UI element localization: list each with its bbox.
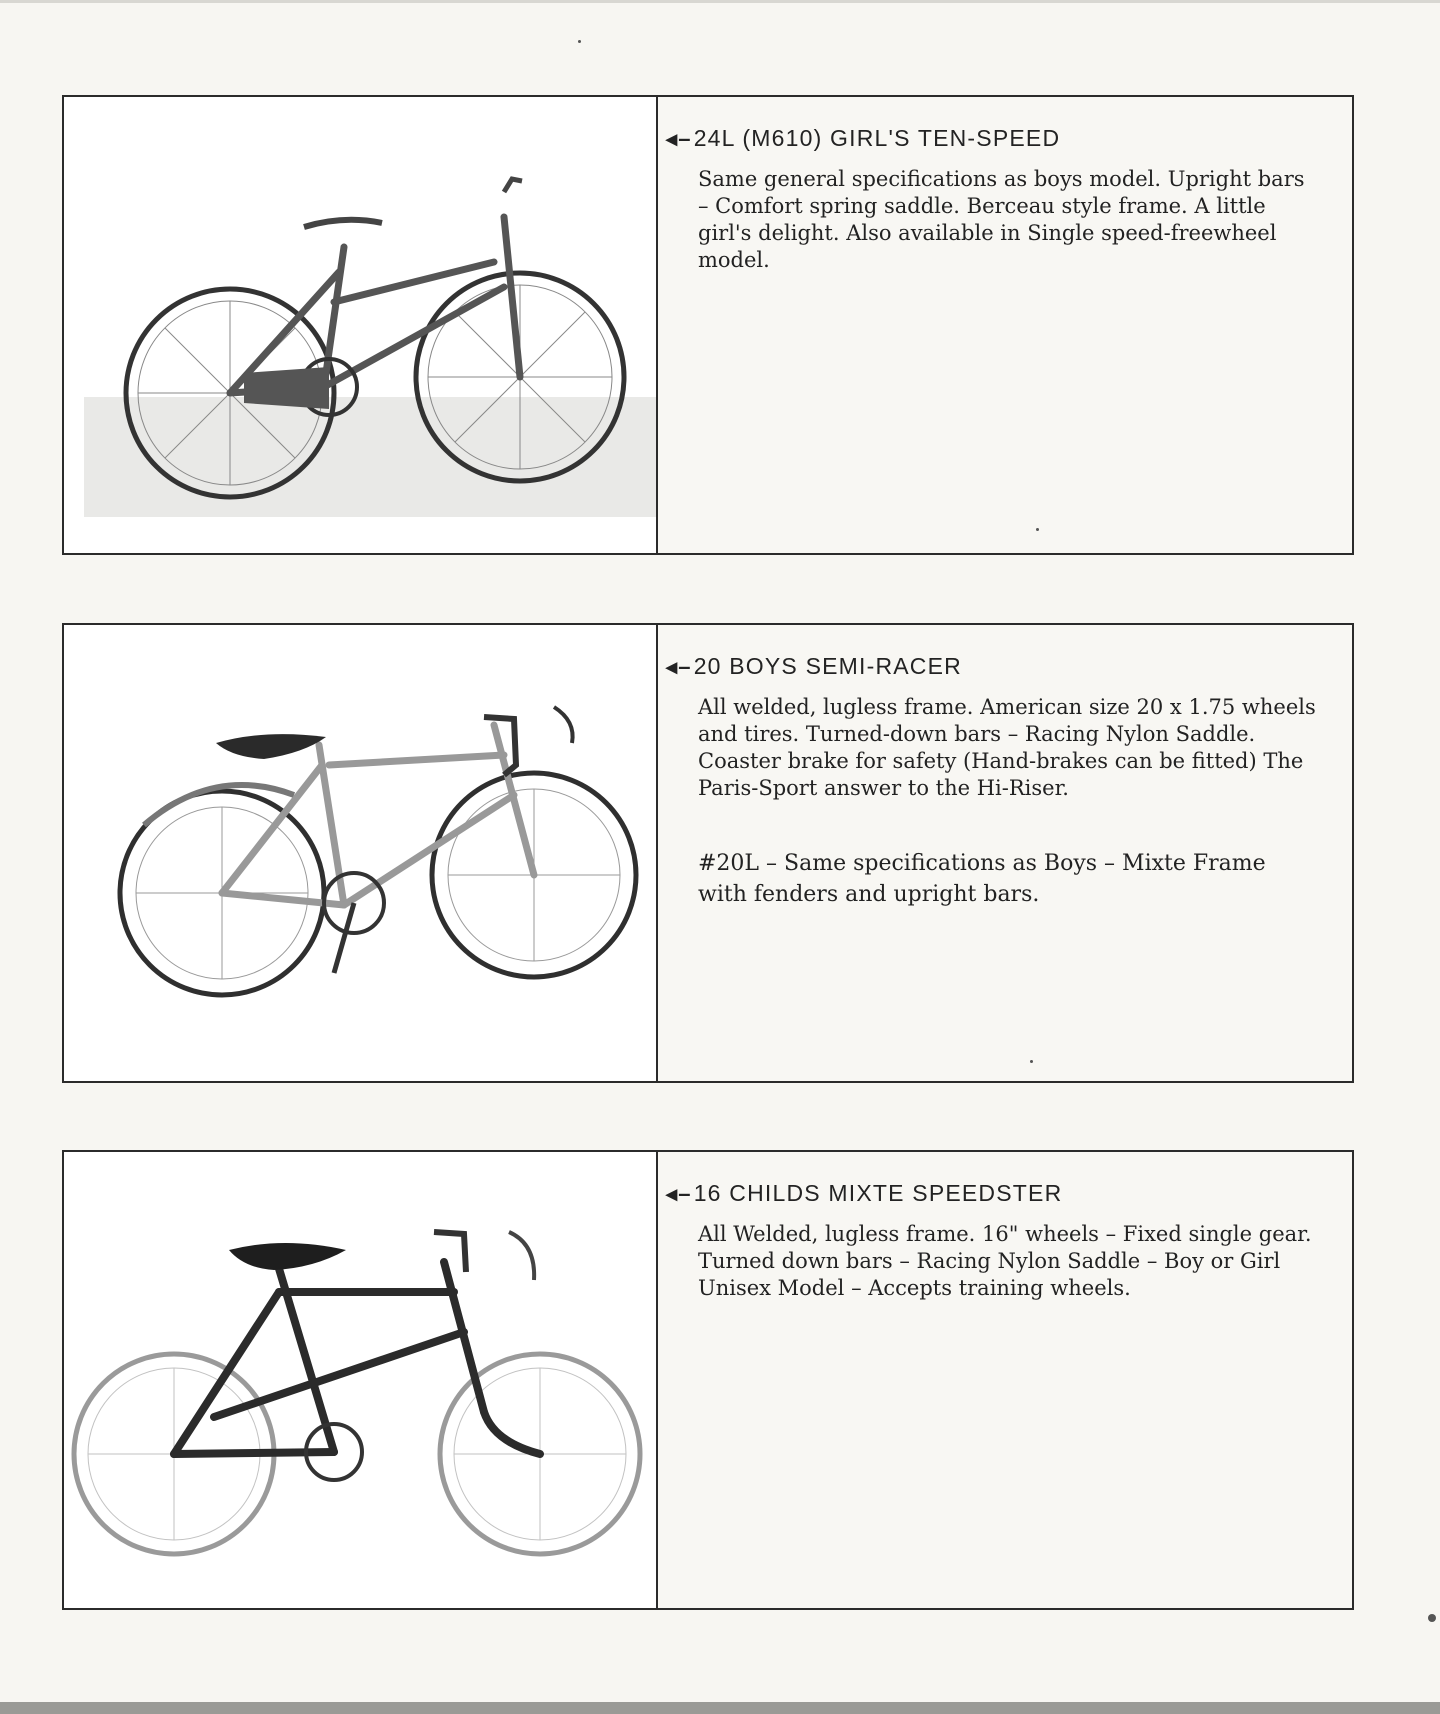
paper-speck bbox=[1030, 1060, 1033, 1063]
product-model-16: 16 CHILDS MIXTE SPEEDSTER bbox=[693, 1180, 1063, 1206]
page-top-edge bbox=[0, 0, 1440, 3]
bike-photo-boys-semi-racer bbox=[64, 625, 658, 1081]
bike-photo-girls-ten-speed bbox=[64, 97, 658, 553]
product-description-20: All welded, lugless frame. American size 20 x 1.75 wheels and tires. Turned-down bars – Racing Nylon Saddle. Coaster brake for safety (Hand-brakes can be fitted) The Paris-Sport answer to the Hi-Riser. bbox=[698, 695, 1316, 800]
product-description-24l: Same general specifications as boys model. Upright bars – Comfort spring saddle. Berceau style frame. A little girl's delight. Also available in Single speed-freewheel model. bbox=[698, 167, 1305, 272]
product-model-20: 20 BOYS SEMI-RACER bbox=[693, 653, 962, 679]
product-text-16 bbox=[666, 1178, 1336, 1302]
product-panel-16 bbox=[62, 1150, 1354, 1610]
girls-ten-speed-bicycle-illustration bbox=[64, 97, 656, 553]
product-text-20 bbox=[666, 651, 1336, 910]
bike-photo-childs-mixte-speedster bbox=[64, 1152, 658, 1608]
product-description-16: All Welded, lugless frame. 16" wheels – Fixed single gear. Turned down bars – Racing Nylon Saddle – Boy or Girl Unisex Model – Accepts training wheels. bbox=[698, 1222, 1312, 1300]
paper-speck bbox=[578, 40, 581, 43]
pointer-arrow-icon: ◂– bbox=[666, 1181, 692, 1206]
pointer-arrow-icon: ◂– bbox=[666, 126, 692, 151]
product-variant-20l: #20L – Same specifications as Boys – Mixte Frame with fenders and upright bars. bbox=[698, 851, 1266, 907]
product-panel-20 bbox=[62, 623, 1354, 1083]
paper-speck bbox=[1036, 528, 1039, 531]
product-heading-24l bbox=[666, 123, 1336, 154]
childs-mixte-speedster-bicycle-illustration bbox=[64, 1152, 656, 1608]
product-text-24l bbox=[666, 123, 1336, 274]
boys-semi-racer-bicycle-illustration bbox=[64, 625, 656, 1081]
paper-speck bbox=[1428, 1614, 1436, 1622]
pointer-arrow-icon: ◂– bbox=[666, 654, 692, 679]
page-bottom-edge bbox=[0, 1702, 1440, 1714]
product-model-24l: 24L (M610) GIRL'S TEN-SPEED bbox=[693, 125, 1061, 151]
product-panel-24l bbox=[62, 95, 1354, 555]
product-heading-16 bbox=[666, 1178, 1336, 1209]
product-heading-20 bbox=[666, 651, 1336, 682]
